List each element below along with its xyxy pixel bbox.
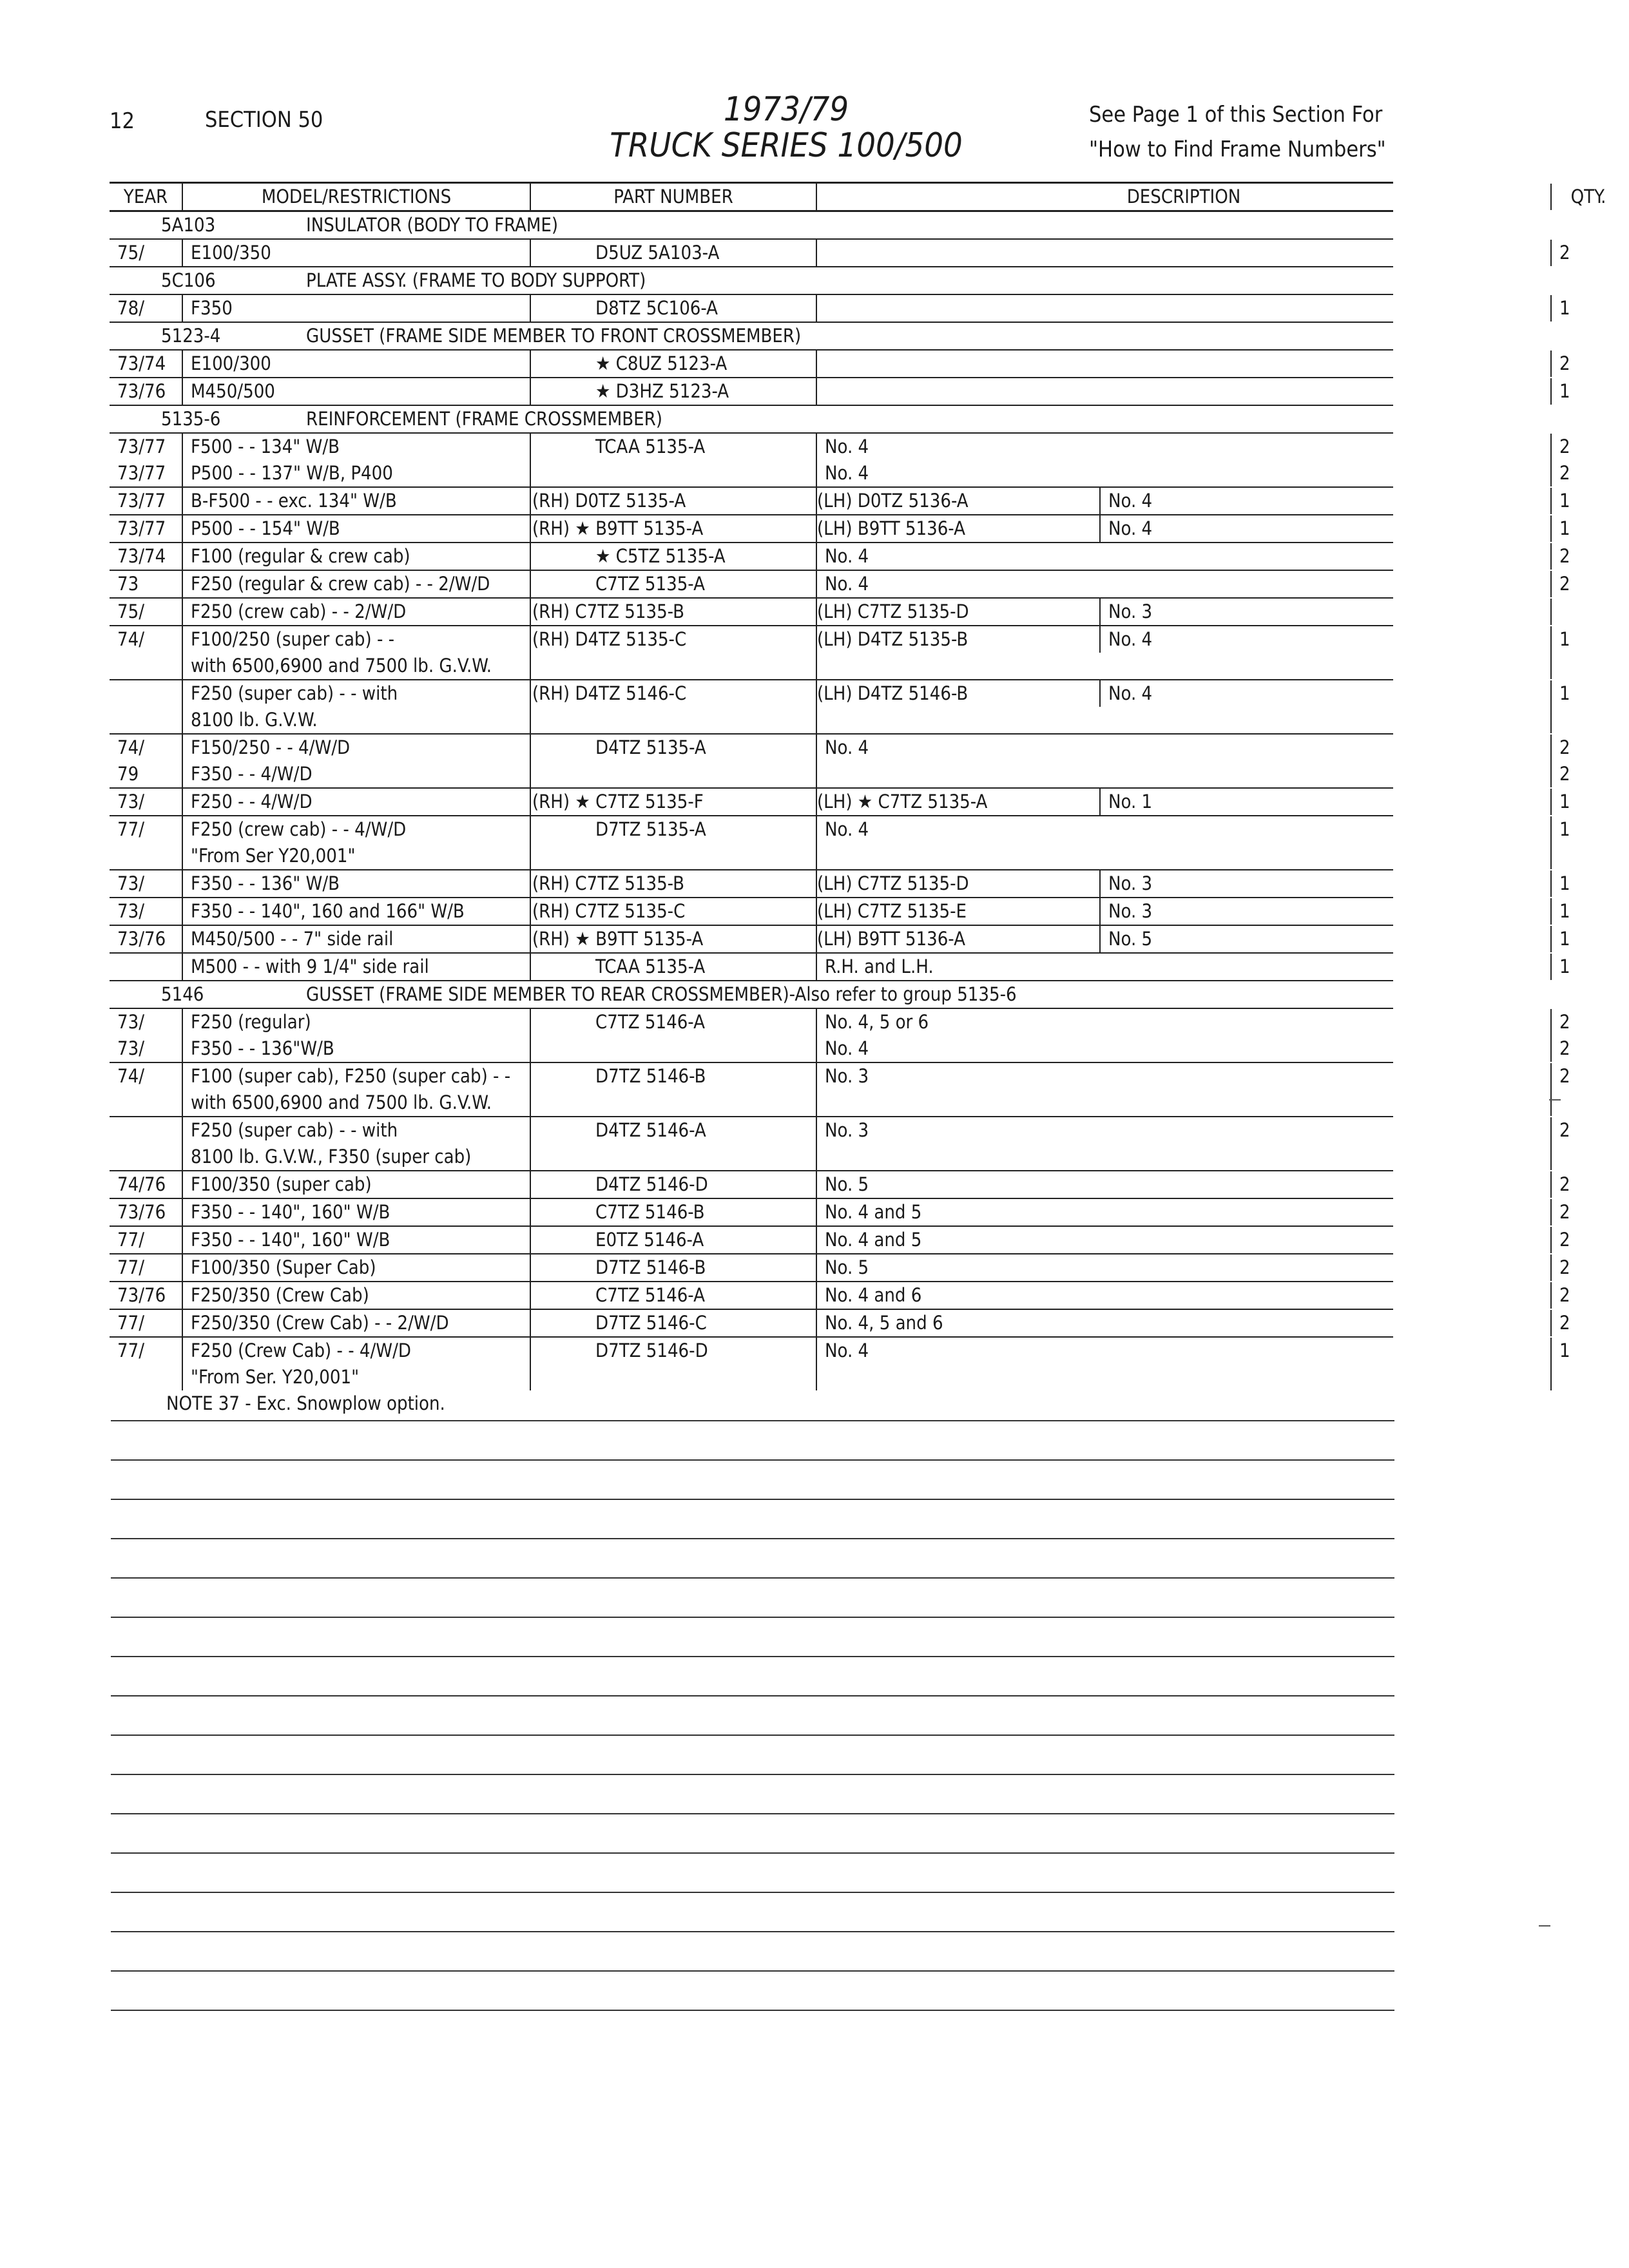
cell-model: F500 - - 134" W/B bbox=[183, 434, 531, 460]
cell-qty: 1 bbox=[1559, 791, 1570, 812]
cell-model: with 6500,6900 and 7500 lb. G.V.W. bbox=[183, 653, 531, 679]
description-note: No. 4 bbox=[1108, 490, 1153, 512]
col-model: MODEL/RESTRICTIONS bbox=[183, 184, 531, 210]
cell-model: F250 (crew cab) - - 4/W/D bbox=[183, 816, 531, 843]
group-header bbox=[110, 323, 1393, 351]
table-row bbox=[110, 460, 1570, 488]
cell-description bbox=[817, 295, 1552, 322]
cell-description bbox=[817, 378, 1552, 405]
page-number: 12 bbox=[110, 108, 135, 134]
cell-description: No. 4 bbox=[817, 816, 1552, 843]
cell-description bbox=[817, 599, 1552, 625]
cell-qty: 2 bbox=[1559, 1201, 1570, 1223]
description-lh-part: (LH) B9TT 5136-A bbox=[817, 926, 1101, 952]
cell-description bbox=[817, 515, 1552, 542]
cell-year bbox=[110, 1090, 183, 1116]
cell-part-number: C7TZ 5146-B bbox=[531, 1199, 817, 1225]
cell-model: E100/350 bbox=[183, 240, 531, 266]
cell-model: B-F500 - - exc. 134" W/B bbox=[183, 488, 531, 514]
cell-description: No. 4 bbox=[817, 1035, 1552, 1062]
cell-description bbox=[817, 680, 1552, 707]
group-header bbox=[110, 212, 1393, 240]
cell-model: F250 (regular & crew cab) - - 2/W/D bbox=[183, 571, 531, 597]
cell-description: No. 4 and 6 bbox=[817, 1282, 1552, 1309]
cell-description bbox=[817, 240, 1552, 266]
cell-qty bbox=[1552, 1090, 1625, 1116]
blank-line bbox=[111, 1931, 1394, 1932]
cell-part-number: C7TZ 5146-A bbox=[531, 1009, 817, 1035]
table-row bbox=[110, 1171, 1570, 1199]
cell-description: No. 5 bbox=[817, 1171, 1552, 1198]
cell-description: No. 4, 5 and 6 bbox=[817, 1310, 1552, 1336]
description-lh-part: (LH) D4TZ 5146-B bbox=[817, 680, 1101, 707]
cell-year: 77/ bbox=[110, 1310, 183, 1336]
cell-description: No. 4 bbox=[817, 571, 1552, 597]
cell-qty: 1 bbox=[1559, 682, 1570, 704]
blank-line bbox=[111, 1892, 1394, 1893]
cell-description bbox=[817, 626, 1552, 653]
description-note: No. 4 bbox=[1108, 517, 1153, 539]
cell-year: 73/ bbox=[110, 789, 183, 815]
cell-model: F250/350 (Crew Cab) bbox=[183, 1282, 531, 1309]
cell-year bbox=[110, 680, 183, 707]
blank-line bbox=[111, 1656, 1394, 1657]
cell-description bbox=[817, 926, 1552, 952]
cell-qty: 2 bbox=[1559, 1037, 1570, 1059]
cell-year: 74/76 bbox=[110, 1171, 183, 1198]
cell-part-number: D7TZ 5135-A bbox=[531, 816, 817, 843]
cell-part-number: (RH) C7TZ 5135-B bbox=[531, 599, 817, 625]
cell-part-number: D4TZ 5146-D bbox=[531, 1171, 817, 1198]
table-row bbox=[110, 543, 1570, 571]
table-header bbox=[110, 182, 1606, 212]
cell-model: F250 (super cab) - - with bbox=[183, 1117, 531, 1144]
table-row bbox=[110, 1364, 1393, 1390]
blank-line bbox=[111, 1852, 1394, 1854]
parts-table bbox=[110, 182, 1606, 1417]
cell-qty: 1 bbox=[1559, 297, 1570, 319]
table-row bbox=[110, 240, 1570, 267]
description-lh-part: (LH) D4TZ 5135-B bbox=[817, 626, 1101, 653]
col-qty: QTY. bbox=[1570, 186, 1606, 207]
cell-part-number: (RH) D0TZ 5135-A bbox=[531, 488, 817, 514]
table-row bbox=[110, 954, 1570, 981]
cell-year bbox=[110, 1144, 183, 1170]
cell-qty: 2 bbox=[1559, 352, 1570, 374]
cell-description bbox=[817, 898, 1552, 925]
cell-part-number: D4TZ 5135-A bbox=[531, 735, 817, 761]
group-title: PLATE ASSY. (FRAME TO BODY SUPPORT) bbox=[306, 269, 646, 291]
description-note: No. 3 bbox=[1108, 900, 1153, 922]
cell-part-number: (RH) C7TZ 5135-C bbox=[531, 898, 817, 925]
cell-description: No. 4 bbox=[817, 735, 1552, 761]
cell-description: No. 5 bbox=[817, 1254, 1552, 1281]
table-row bbox=[110, 816, 1570, 843]
cell-year: 73/76 bbox=[110, 926, 183, 952]
cell-qty: 1 bbox=[1559, 490, 1570, 512]
cell-part-number bbox=[531, 1144, 817, 1170]
cell-qty: 2 bbox=[1559, 1065, 1570, 1087]
cell-year bbox=[110, 653, 183, 679]
group-number: 5123-4 bbox=[161, 325, 221, 347]
group-number: 5146 bbox=[161, 983, 204, 1005]
group-title: GUSSET (FRAME SIDE MEMBER TO REAR CROSSMEMBER)-Also refer to group 5135-6 bbox=[306, 983, 1017, 1005]
table-row bbox=[110, 653, 1393, 680]
blank-line bbox=[111, 1617, 1394, 1618]
cell-part-number: D7TZ 5146-B bbox=[531, 1254, 817, 1281]
cell-model: F250 (regular) bbox=[183, 1009, 531, 1035]
cell-qty: 2 bbox=[1559, 763, 1570, 785]
table-row bbox=[110, 707, 1393, 735]
group-number: 5135-6 bbox=[161, 408, 221, 430]
cell-model: M500 - - with 9 1/4" side rail bbox=[183, 954, 531, 980]
blank-line bbox=[111, 1459, 1394, 1461]
table-row bbox=[110, 1282, 1570, 1310]
cell-year bbox=[110, 843, 183, 869]
cell-year: 73/77 bbox=[110, 488, 183, 514]
cell-part-number: C7TZ 5146-A bbox=[531, 1282, 817, 1309]
cell-qty: 2 bbox=[1559, 1312, 1570, 1334]
cell-part-number: ★ C8UZ 5123-A bbox=[531, 351, 817, 377]
cell-description bbox=[817, 761, 1552, 787]
cell-description bbox=[817, 488, 1552, 514]
table-row bbox=[110, 295, 1570, 323]
cell-qty: 1 bbox=[1559, 628, 1570, 650]
cell-description: No. 4, 5 or 6 bbox=[817, 1009, 1552, 1035]
cell-year: 73/ bbox=[110, 898, 183, 925]
cell-year: 74/ bbox=[110, 626, 183, 653]
cell-model: F350 - - 140", 160" W/B bbox=[183, 1227, 531, 1253]
group-header bbox=[110, 981, 1393, 1009]
cell-description bbox=[817, 1144, 1552, 1170]
cell-year: 77/ bbox=[110, 816, 183, 843]
cell-part-number: ★ C5TZ 5135-A bbox=[531, 543, 817, 570]
cell-model: 8100 lb. G.V.W., F350 (super cab) bbox=[183, 1144, 531, 1170]
frame-note-line2: "How to Find Frame Numbers" bbox=[1089, 137, 1386, 162]
description-lh-part: (LH) ★ C7TZ 5135-A bbox=[817, 789, 1101, 815]
cell-part-number bbox=[531, 1035, 817, 1062]
description-note: No. 4 bbox=[1108, 628, 1153, 650]
cell-description bbox=[817, 870, 1552, 897]
cell-model: F250 - - 4/W/D bbox=[183, 789, 531, 815]
cell-part-number bbox=[531, 1364, 817, 1390]
cell-year: 79 bbox=[110, 761, 183, 787]
margin-mark bbox=[1539, 1925, 1550, 1927]
cell-year: 73/77 bbox=[110, 515, 183, 542]
cell-qty: 2 bbox=[1559, 242, 1570, 264]
cell-model: F350 - - 136" W/B bbox=[183, 870, 531, 897]
cell-description: No. 3 bbox=[817, 1117, 1552, 1144]
cell-model: F100 (super cab), F250 (super cab) - - bbox=[183, 1063, 531, 1090]
cell-description bbox=[817, 351, 1552, 377]
description-note: No. 3 bbox=[1108, 601, 1153, 622]
cell-qty: 2 bbox=[1559, 1119, 1570, 1141]
description-note: No. 4 bbox=[1108, 682, 1153, 704]
description-note: No. 5 bbox=[1108, 928, 1153, 950]
blank-line bbox=[111, 1735, 1394, 1736]
cell-model: F350 bbox=[183, 295, 531, 322]
cell-model: P500 - - 137" W/B, P400 bbox=[183, 460, 531, 486]
cell-part-number: D8TZ 5C106-A bbox=[531, 295, 817, 322]
cell-model: F350 - - 140", 160 and 166" W/B bbox=[183, 898, 531, 925]
table-row bbox=[110, 843, 1393, 870]
group-title: INSULATOR (BODY TO FRAME) bbox=[306, 214, 559, 236]
cell-year: 73/76 bbox=[110, 1282, 183, 1309]
group-header bbox=[110, 406, 1393, 434]
cell-year: 75/ bbox=[110, 599, 183, 625]
group-number: 5A103 bbox=[161, 214, 216, 236]
cell-description: No. 4 and 5 bbox=[817, 1227, 1552, 1253]
cell-description: No. 4 bbox=[817, 434, 1552, 460]
description-lh-part: (LH) B9TT 5136-A bbox=[817, 515, 1101, 542]
description-note: No. 3 bbox=[1108, 872, 1153, 894]
table-row bbox=[110, 571, 1570, 599]
cell-qty: 2 bbox=[1559, 545, 1570, 567]
cell-model: E100/300 bbox=[183, 351, 531, 377]
cell-qty bbox=[1552, 1144, 1625, 1170]
cell-year: 77/ bbox=[110, 1227, 183, 1253]
cell-model: F150/250 - - 4/W/D bbox=[183, 735, 531, 761]
cell-qty: 2 bbox=[1559, 462, 1570, 484]
table-row bbox=[110, 1199, 1570, 1227]
cell-year: 73/ bbox=[110, 1009, 183, 1035]
cell-model: F350 - - 4/W/D bbox=[183, 761, 531, 787]
cell-qty: 2 bbox=[1559, 1256, 1570, 1278]
cell-model: F250 (Crew Cab) - - 4/W/D bbox=[183, 1338, 531, 1364]
cell-part-number bbox=[531, 707, 817, 733]
cell-part-number: (RH) D4TZ 5146-C bbox=[531, 680, 817, 707]
cell-description: No. 4 bbox=[817, 1338, 1552, 1364]
cell-model: F100/350 (super cab) bbox=[183, 1171, 531, 1198]
cell-qty: 2 bbox=[1559, 1284, 1570, 1306]
cell-year: 73/76 bbox=[110, 378, 183, 405]
cell-qty: 1 bbox=[1559, 956, 1570, 977]
cell-part-number bbox=[531, 460, 817, 486]
cell-year: 73/77 bbox=[110, 434, 183, 460]
cell-year: 77/ bbox=[110, 1338, 183, 1364]
cell-part-number bbox=[531, 761, 817, 787]
cell-description bbox=[817, 653, 1552, 679]
cell-description: No. 4 bbox=[817, 460, 1552, 486]
description-lh-part: (LH) D0TZ 5136-A bbox=[817, 488, 1101, 514]
table-row bbox=[110, 735, 1570, 761]
cell-qty: 1 bbox=[1559, 872, 1570, 894]
cell-year: 73/74 bbox=[110, 351, 183, 377]
blank-line bbox=[111, 1538, 1394, 1539]
cell-year: 77/ bbox=[110, 1254, 183, 1281]
cell-model: F100/250 (super cab) - - bbox=[183, 626, 531, 653]
cell-part-number: ★ D3HZ 5123-A bbox=[531, 378, 817, 405]
cell-year bbox=[110, 1364, 183, 1390]
cell-model: P500 - - 154" W/B bbox=[183, 515, 531, 542]
cell-description bbox=[817, 789, 1552, 815]
cell-year: 73/ bbox=[110, 1035, 183, 1062]
table-row bbox=[110, 926, 1570, 954]
table-row bbox=[110, 1035, 1570, 1063]
cell-qty: 2 bbox=[1559, 436, 1570, 457]
cell-qty: 1 bbox=[1559, 380, 1570, 402]
cell-year: 78/ bbox=[110, 295, 183, 322]
table-row bbox=[110, 870, 1570, 898]
cell-part-number: TCAA 5135-A bbox=[531, 434, 817, 460]
cell-part-number: E0TZ 5146-A bbox=[531, 1227, 817, 1253]
cell-model: "From Ser. Y20,001" bbox=[183, 1364, 531, 1390]
frame-note-line1: See Page 1 of this Section For bbox=[1089, 102, 1383, 128]
table-row bbox=[110, 789, 1570, 816]
cell-qty: 1 bbox=[1559, 900, 1570, 922]
cell-description: R.H. and L.H. bbox=[817, 954, 1552, 980]
blank-line bbox=[111, 1695, 1394, 1696]
cell-qty: 1 bbox=[1559, 818, 1570, 840]
section-label: SECTION 50 bbox=[205, 107, 323, 133]
cell-year: 74/ bbox=[110, 1063, 183, 1090]
table-row bbox=[110, 599, 1393, 626]
table-row bbox=[110, 1144, 1393, 1171]
cell-part-number: (RH) ★ C7TZ 5135-F bbox=[531, 789, 817, 815]
cell-year: 75/ bbox=[110, 240, 183, 266]
table-note: NOTE 37 - Exc. Snowplow option. bbox=[166, 1392, 445, 1414]
cell-qty: 2 bbox=[1559, 1011, 1570, 1033]
table-row bbox=[110, 434, 1570, 460]
table-body bbox=[110, 212, 1570, 1390]
title-series: TRUCK SERIES 100/500 bbox=[610, 126, 963, 165]
cell-description bbox=[817, 1090, 1552, 1116]
cell-part-number: (RH) D4TZ 5135-C bbox=[531, 626, 817, 653]
cell-model: M450/500 bbox=[183, 378, 531, 405]
cell-part-number: (RH) ★ B9TT 5135-A bbox=[531, 926, 817, 952]
cell-model: "From Ser Y20,001" bbox=[183, 843, 531, 869]
cell-part-number: (RH) C7TZ 5135-B bbox=[531, 870, 817, 897]
cell-part-number: (RH) ★ B9TT 5135-A bbox=[531, 515, 817, 542]
group-title: REINFORCEMENT (FRAME CROSSMEMBER) bbox=[306, 408, 662, 430]
table-row bbox=[110, 378, 1570, 406]
cell-year: 73 bbox=[110, 571, 183, 597]
margin-mark bbox=[1549, 1099, 1561, 1100]
description-lh-part: (LH) C7TZ 5135-D bbox=[817, 599, 1101, 625]
group-number: 5C106 bbox=[161, 269, 216, 291]
cell-part-number: D4TZ 5146-A bbox=[531, 1117, 817, 1144]
cell-qty bbox=[1552, 599, 1625, 625]
cell-year bbox=[110, 707, 183, 733]
cell-part-number bbox=[531, 843, 817, 869]
cell-qty: 1 bbox=[1559, 517, 1570, 539]
cell-part-number: D7TZ 5146-D bbox=[531, 1338, 817, 1364]
description-note: No. 1 bbox=[1108, 791, 1153, 812]
cell-qty bbox=[1552, 653, 1625, 679]
cell-qty bbox=[1552, 1364, 1625, 1390]
table-row bbox=[110, 761, 1570, 789]
cell-qty: 1 bbox=[1559, 1340, 1570, 1361]
cell-part-number bbox=[531, 653, 817, 679]
col-description: DESCRIPTION bbox=[817, 184, 1552, 210]
cell-description: No. 4 and 5 bbox=[817, 1199, 1552, 1225]
cell-year: 74/ bbox=[110, 735, 183, 761]
table-row bbox=[110, 1090, 1393, 1117]
cell-part-number bbox=[531, 1090, 817, 1116]
group-header bbox=[110, 267, 1393, 295]
cell-qty bbox=[1552, 843, 1625, 869]
table-row bbox=[110, 1117, 1570, 1144]
table-row bbox=[110, 626, 1570, 653]
cell-qty: 1 bbox=[1559, 928, 1570, 950]
cell-description bbox=[817, 707, 1552, 733]
cell-model: F250 (crew cab) - - 2/W/D bbox=[183, 599, 531, 625]
cell-description bbox=[817, 1364, 1552, 1390]
cell-year: 73/76 bbox=[110, 1199, 183, 1225]
table-row bbox=[110, 488, 1570, 515]
table-row bbox=[110, 1227, 1570, 1254]
cell-model: 8100 lb. G.V.W. bbox=[183, 707, 531, 733]
cell-qty: 2 bbox=[1559, 1173, 1570, 1195]
cell-qty: 2 bbox=[1559, 736, 1570, 758]
cell-year: 73/74 bbox=[110, 543, 183, 570]
table-row bbox=[110, 1310, 1570, 1338]
blank-line bbox=[111, 1420, 1394, 1421]
cell-qty: 2 bbox=[1559, 573, 1570, 595]
cell-description: No. 3 bbox=[817, 1063, 1552, 1090]
blank-line bbox=[111, 1970, 1394, 1972]
description-lh-part: (LH) C7TZ 5135-D bbox=[817, 870, 1101, 897]
cell-part-number: D7TZ 5146-B bbox=[531, 1063, 817, 1090]
blank-line bbox=[111, 1499, 1394, 1500]
cell-description bbox=[817, 843, 1552, 869]
cell-model: with 6500,6900 and 7500 lb. G.V.W. bbox=[183, 1090, 531, 1116]
blank-line bbox=[111, 2010, 1394, 2011]
cell-model: F350 - - 136"W/B bbox=[183, 1035, 531, 1062]
table-row bbox=[110, 1338, 1570, 1364]
cell-year bbox=[110, 954, 183, 980]
cell-model: F250 (super cab) - - with bbox=[183, 680, 531, 707]
table-row bbox=[110, 1009, 1570, 1035]
col-year: YEAR bbox=[110, 184, 183, 210]
cell-qty: 2 bbox=[1559, 1229, 1570, 1251]
table-row bbox=[110, 1063, 1570, 1090]
title-years: 1973/79 bbox=[723, 90, 849, 129]
blank-line bbox=[111, 1577, 1394, 1579]
blank-line bbox=[111, 1774, 1394, 1775]
cell-year: 73/77 bbox=[110, 460, 183, 486]
cell-year: 73/ bbox=[110, 870, 183, 897]
cell-model: F100 (regular & crew cab) bbox=[183, 543, 531, 570]
table-row bbox=[110, 351, 1570, 378]
cell-model: F100/350 (Super Cab) bbox=[183, 1254, 531, 1281]
table-row bbox=[110, 680, 1570, 707]
cell-model: F350 - - 140", 160" W/B bbox=[183, 1199, 531, 1225]
table-row bbox=[110, 1254, 1570, 1282]
cell-part-number: TCAA 5135-A bbox=[531, 954, 817, 980]
cell-part-number: D5UZ 5A103-A bbox=[531, 240, 817, 266]
cell-year bbox=[110, 1117, 183, 1144]
cell-qty bbox=[1552, 707, 1625, 733]
col-part-number: PART NUMBER bbox=[531, 184, 817, 210]
cell-model: F250/350 (Crew Cab) - - 2/W/D bbox=[183, 1310, 531, 1336]
cell-model: M450/500 - - 7" side rail bbox=[183, 926, 531, 952]
blank-line bbox=[111, 1813, 1394, 1814]
table-row bbox=[110, 898, 1570, 926]
cell-part-number: D7TZ 5146-C bbox=[531, 1310, 817, 1336]
cell-part-number: C7TZ 5135-A bbox=[531, 571, 817, 597]
table-row bbox=[110, 515, 1570, 543]
cell-description: No. 4 bbox=[817, 543, 1552, 570]
group-title: GUSSET (FRAME SIDE MEMBER TO FRONT CROSSMEMBER) bbox=[306, 325, 802, 347]
description-lh-part: (LH) C7TZ 5135-E bbox=[817, 898, 1101, 925]
